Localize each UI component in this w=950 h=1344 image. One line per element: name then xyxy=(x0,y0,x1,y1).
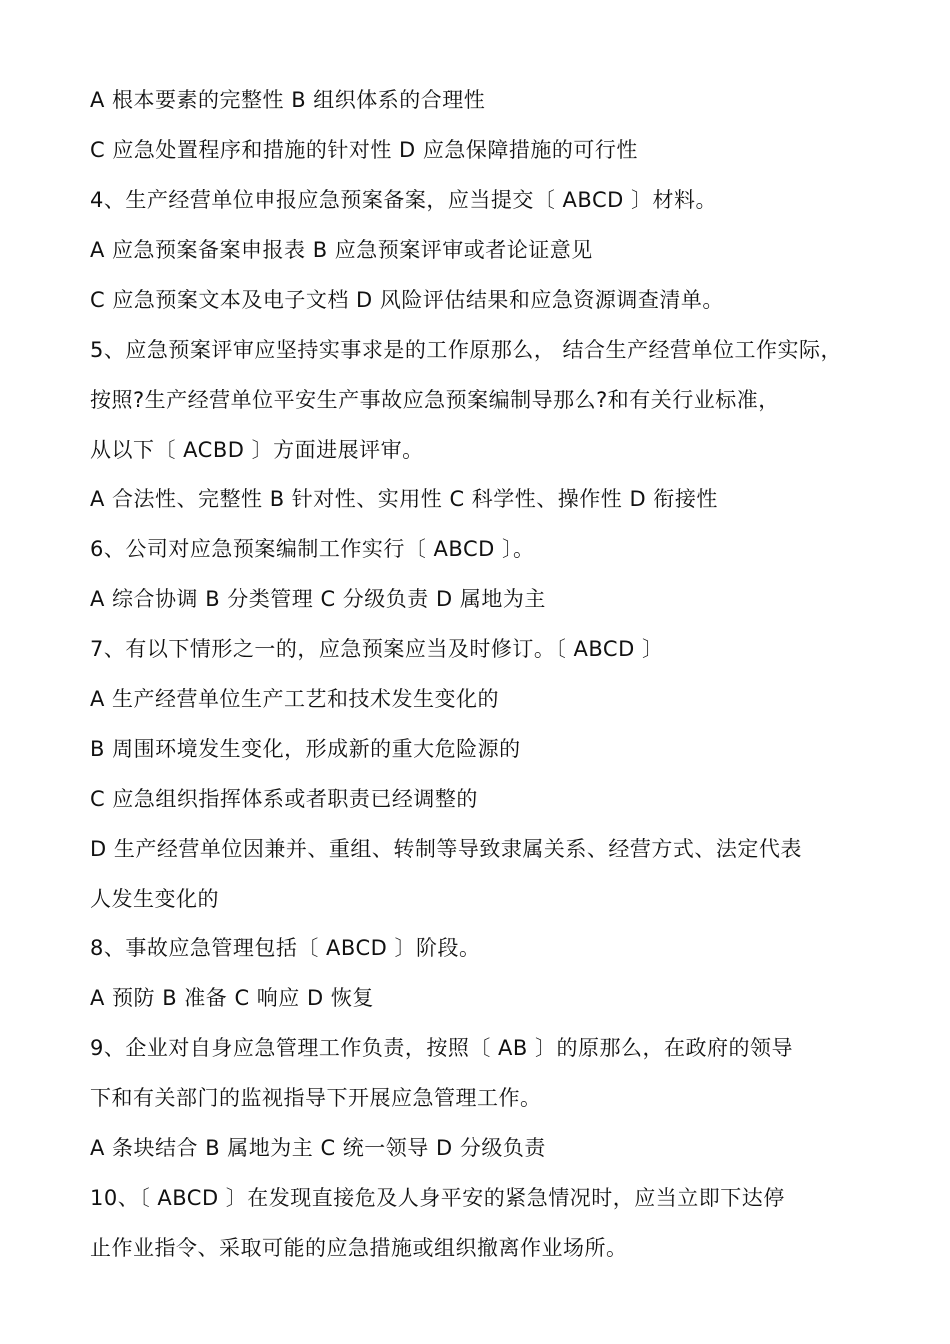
text-line: A 应急预案备案申报表 B 应急预案评审或者论证意见 xyxy=(90,238,593,262)
text-line: A 生产经营单位生产工艺和技术发生变化的 xyxy=(90,687,500,711)
text-line: 止作业指令、采取可能的应急措施或组织撤离作业场所。 xyxy=(90,1236,628,1260)
text-line: 从以下〔 ACBD 〕方面进展评审。 xyxy=(90,438,424,462)
text-line: 人发生变化的 xyxy=(90,887,219,911)
text-line: A 合法性、完整性 B 针对性、实用性 C 科学性、操作性 D 衔接性 xyxy=(90,487,718,511)
text-line: A 预防 B 准备 C 响应 D 恢复 xyxy=(90,986,374,1010)
text-line: 9、企业对自身应急管理工作负责，按照〔 AB 〕的原那么，在政府的领导 xyxy=(90,1036,793,1060)
text-line: B 周围环境发生变化，形成新的重大危险源的 xyxy=(90,737,521,761)
text-line: 按照?生产经营单位平安生产事故应急预案编制导那么?和有关行业标准， xyxy=(90,388,780,412)
text-line: 10、〔 ABCD 〕在发现直接危及人身平安的紧急情况时，应当立即下达停 xyxy=(90,1186,785,1210)
text-line: 下和有关部门的监视指导下开展应急管理工作。 xyxy=(90,1086,542,1110)
text-line: 4、生产经营单位申报应急预案备案，应当提交〔 ABCD 〕材料。 xyxy=(90,188,717,212)
text-line: C 应急处置程序和措施的针对性 D 应急保障措施的可行性 xyxy=(90,138,638,162)
text-line: D 生产经营单位因兼并、重组、转制等导致隶属关系、经营方式、法定代表 xyxy=(90,837,802,861)
text-line: 5、应急预案评审应坚持实事求是的工作原那么， 结合生产经营单位工作实际， xyxy=(90,338,843,362)
text-line: C 应急预案文本及电子文档 D 风险评估结果和应急资源调查清单。 xyxy=(90,288,724,312)
text-line: C 应急组织指挥体系或者职责已经调整的 xyxy=(90,787,478,811)
text-line: A 条块结合 B 属地为主 C 统一领导 D 分级负责 xyxy=(90,1136,546,1160)
text-line: 7、有以下情形之一的，应急预案应当及时修订。〔 ABCD 〕 xyxy=(90,637,664,661)
text-line: A 根本要素的完整性 B 组织体系的合理性 xyxy=(90,88,486,112)
text-line: 8、事故应急管理包括〔 ABCD 〕阶段。 xyxy=(90,936,481,960)
text-line: A 综合协调 B 分类管理 C 分级负责 D 属地为主 xyxy=(90,587,546,611)
text-line: 6、公司对应急预案编制工作实行〔 ABCD 〕。 xyxy=(90,537,535,561)
